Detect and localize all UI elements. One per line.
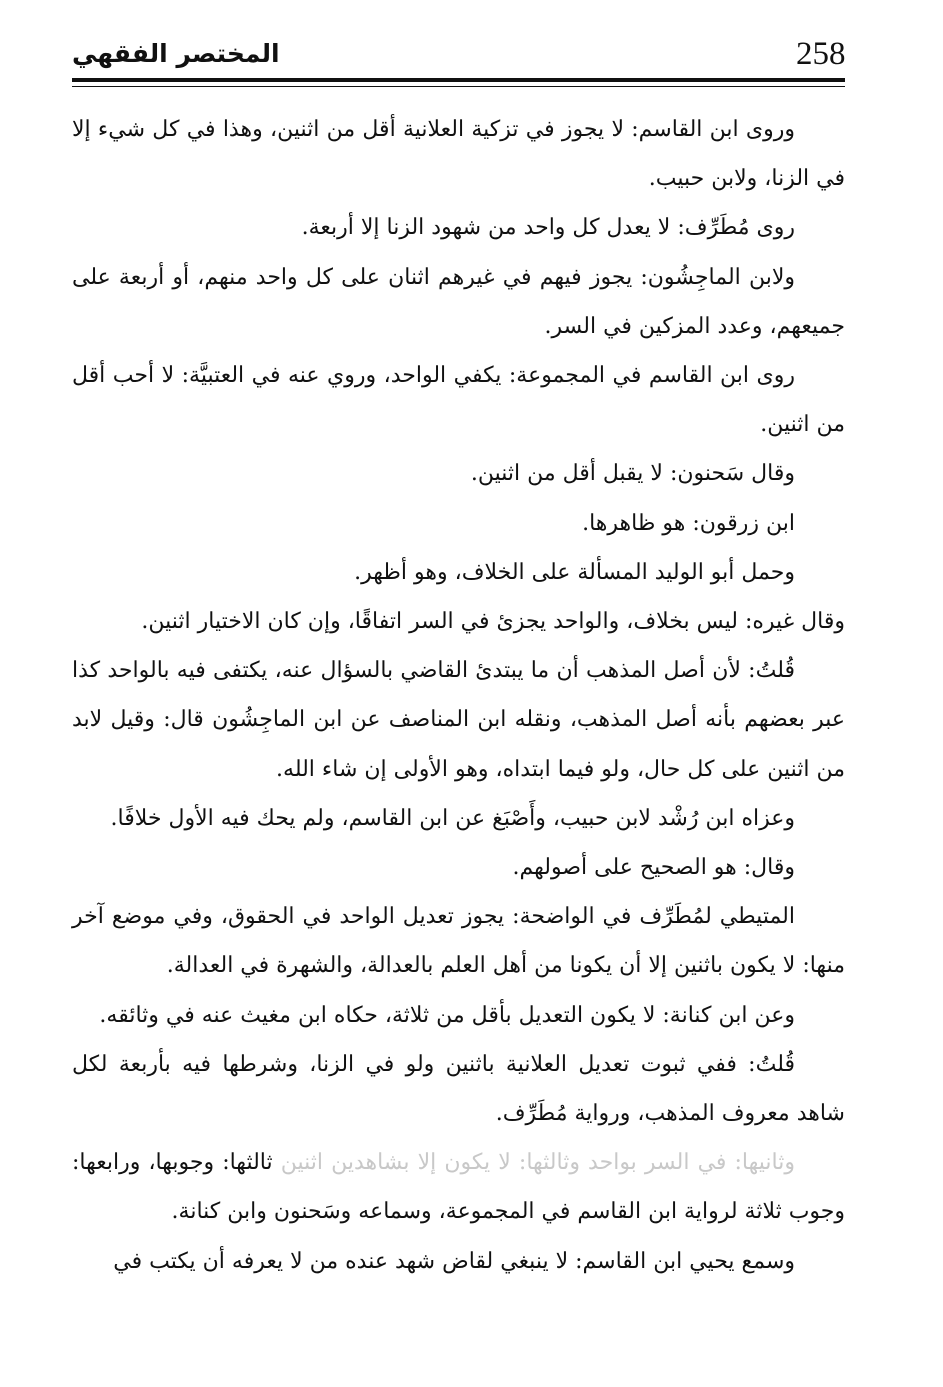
paragraph: وحمل أبو الوليد المسألة على الخلاف، وهو أظهر. <box>354 559 795 585</box>
paragraph: وقال سَحنون: لا يقبل أقل من اثنين. <box>470 461 795 487</box>
header-rule-thick <box>72 78 845 82</box>
faded-text: وثانيها: في السر بواحد وثالثها: لا يكون إلا بشاهدين اثنين <box>280 1150 795 1176</box>
header-rule-thin <box>72 86 845 87</box>
faded-paragraph <box>72 1138 845 1236</box>
paragraph: روى ابن القاسم في المجموعة: يكفي الواحد، وروي عنه في العتبيَّة: لا أحب أقل من اثنين. <box>72 363 845 438</box>
last-paragraph: وسمع يحيي ابن القاسم: لا ينبغي لقاض شهد عنده من لا يعرفه أن يكتب في <box>113 1248 795 1274</box>
paragraph: وقال: هو الصحيح على أصولهم. <box>512 855 795 881</box>
paragraph: وقال غيره: ليس بخلاف، والواحد يجزئ في السر اتفاقًا، وإن كان الاختيار اثنين. <box>141 609 845 635</box>
paragraph: ولابن الماجِشُون: يجوز فيهم في غيرهم اثنان على كل واحد منهم، أو أربعة على جميعهم، وعدد المزكين في السر. <box>72 264 845 339</box>
paragraph: ابن زرقون: هو ظاهرها. <box>582 510 795 536</box>
paragraph: روى مُطَرِّف: لا يعدل كل واحد من شهود الزنا إلا أربعة. <box>301 215 795 241</box>
paragraph: وروى ابن القاسم: لا يجوز في تزكية العلانية أقل من اثنين، وهذا في كل شيء إلا في الزنا، ولابن حبيب. <box>72 117 845 192</box>
page-number: 258 <box>796 36 846 72</box>
paragraph: قُلتُ: ففي ثبوت تعديل العلانية باثنين ولو في الزنا، وشرطها فيه بأربعة لكل شاهد معروف المذهب، ورواية مُطَرِّف. <box>72 1051 845 1127</box>
paragraph-text: ثالثها: وجوبها، ورابعها: وجوب ثلاثة لرواية ابن القاسم في المجموعة، وسماعه وسَحنون وابن كنانة. <box>72 1150 845 1225</box>
paragraph: وعن ابن كنانة: لا يكون التعديل بأقل من ثلاثة، حكاه ابن مغيث عنه في وثائقه. <box>99 1002 795 1028</box>
paragraph: وعزاه ابن رُشْد لابن حبيب، وأَصْبَغ عن ابن القاسم، ولم يحك فيه الأول خلافًا. <box>110 805 795 831</box>
paragraph: قُلتُ: لأن أصل المذهب أن ما يبتدئ القاضي بالسؤال عنه، يكتفى فيه بالواحد كذا عبر بعضهم بأنه أصل المذهب، ونقله ابن المناصف عن ابن الماجِشُون قال: وقيل لابد من اثنين على كل حال، ولو فيما ابتداه، وهو الأولى إن شاء الله. <box>72 658 845 782</box>
paragraph: المتيطي لمُطَرِّف في الواضحة: يجوز تعديل الواحد في الحقوق، وفي موضع آخر منها: لا يكون باثنين إلا أن يكونا من أهل العلم بالعدالة، والشهرة في العدالة. <box>72 904 845 979</box>
page-header <box>72 30 846 78</box>
running-title: المختصر الفقهي <box>72 39 280 68</box>
body-text <box>72 105 845 1286</box>
